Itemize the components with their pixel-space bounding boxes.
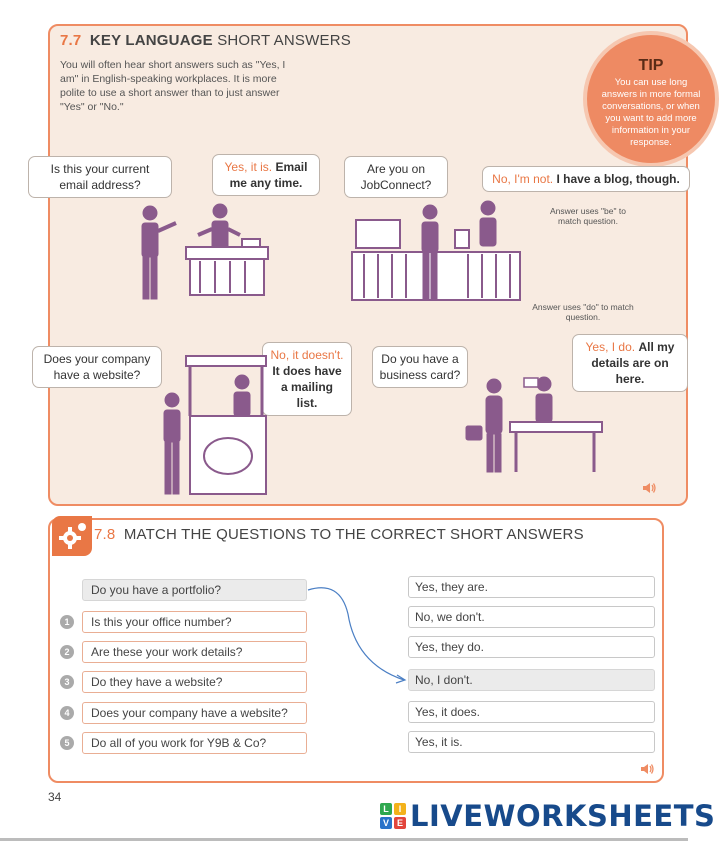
liveworksheets-logo[interactable] (380, 800, 715, 832)
question-number-3: 3 (60, 675, 74, 689)
answer-item-6[interactable]: Yes, it is. (408, 731, 655, 753)
tip-title: TIP (638, 57, 664, 74)
question-item-3[interactable]: Do they have a website? (82, 671, 307, 693)
example-question: Do you have a portfolio? (82, 579, 307, 601)
question-item-1[interactable]: Is this your office number? (82, 611, 307, 633)
scene-business-card-illustration (464, 376, 604, 476)
question-number-5: 5 (60, 736, 74, 750)
question-item-5[interactable]: Do all of you work for Y9B & Co? (82, 732, 307, 754)
answer-item-1[interactable]: Yes, they are. (408, 576, 655, 598)
scene-website-illustration (150, 356, 270, 506)
audio-speaker-icon[interactable] (642, 482, 656, 494)
key-language-panel (43, 24, 701, 506)
tip-text: You can use long answers in more formal conversations, or when you want to add more information in your response. (601, 77, 701, 148)
note-be: Answer uses "be" to match question. (550, 206, 626, 226)
example-connector-arrow (300, 584, 412, 684)
question-bubble-3: Does your company have a website? (32, 346, 162, 388)
intro-text: You will often hear short answers such as "Yes, I am" in English-speaking workplaces. It is more polite to use a short answer than to just answer "Yes" or "No." (60, 59, 286, 113)
answer-bubble-4: Yes, I do. All my details are on here. (572, 334, 688, 392)
question-number-1: 1 (60, 615, 74, 629)
question-item-2[interactable]: Are these your work details? (82, 641, 307, 663)
example-answer[interactable]: No, I don't. (408, 669, 655, 691)
scene-jobconnect-illustration (350, 202, 525, 307)
answer-item-3[interactable]: Yes, they do. (408, 636, 655, 658)
gear-icon (52, 516, 92, 556)
tip-circle (583, 31, 719, 167)
answer-bubble-3: No, it doesn't. It does have a mailing list. (262, 342, 352, 416)
brand-logo-icon: L I V E (380, 803, 406, 829)
scene-email-illustration (130, 201, 290, 306)
section-title-7-7: 7.7 KEY LANGUAGE SHORT ANSWERS (60, 32, 351, 49)
answer-item-5[interactable]: Yes, it does. (408, 701, 655, 723)
answer-bubble-1: Yes, it is. Email me any time. (212, 154, 320, 196)
brand-name: LIVEWORKSHEETS (410, 799, 716, 833)
answer-item-2[interactable]: No, we don't. (408, 606, 655, 628)
note-do: Answer uses "do" to match question. (532, 302, 634, 322)
audio-speaker-icon-2[interactable] (640, 763, 654, 775)
question-bubble-1: Is this your current email address? (28, 156, 172, 198)
page-number: 34 (48, 790, 62, 804)
question-number-4: 4 (60, 706, 74, 720)
question-bubble-4: Do you have a business card? (372, 346, 468, 388)
question-number-2: 2 (60, 645, 74, 659)
answer-bubble-2: No, I'm not. I have a blog, though. (482, 166, 690, 192)
section-title-7-8: 7.8 MATCH THE QUESTIONS TO THE CORRECT SHORT ANSWERS (94, 526, 584, 543)
question-item-4[interactable]: Does your company have a website? (82, 702, 307, 724)
question-bubble-2: Are you on JobConnect? (344, 156, 448, 198)
